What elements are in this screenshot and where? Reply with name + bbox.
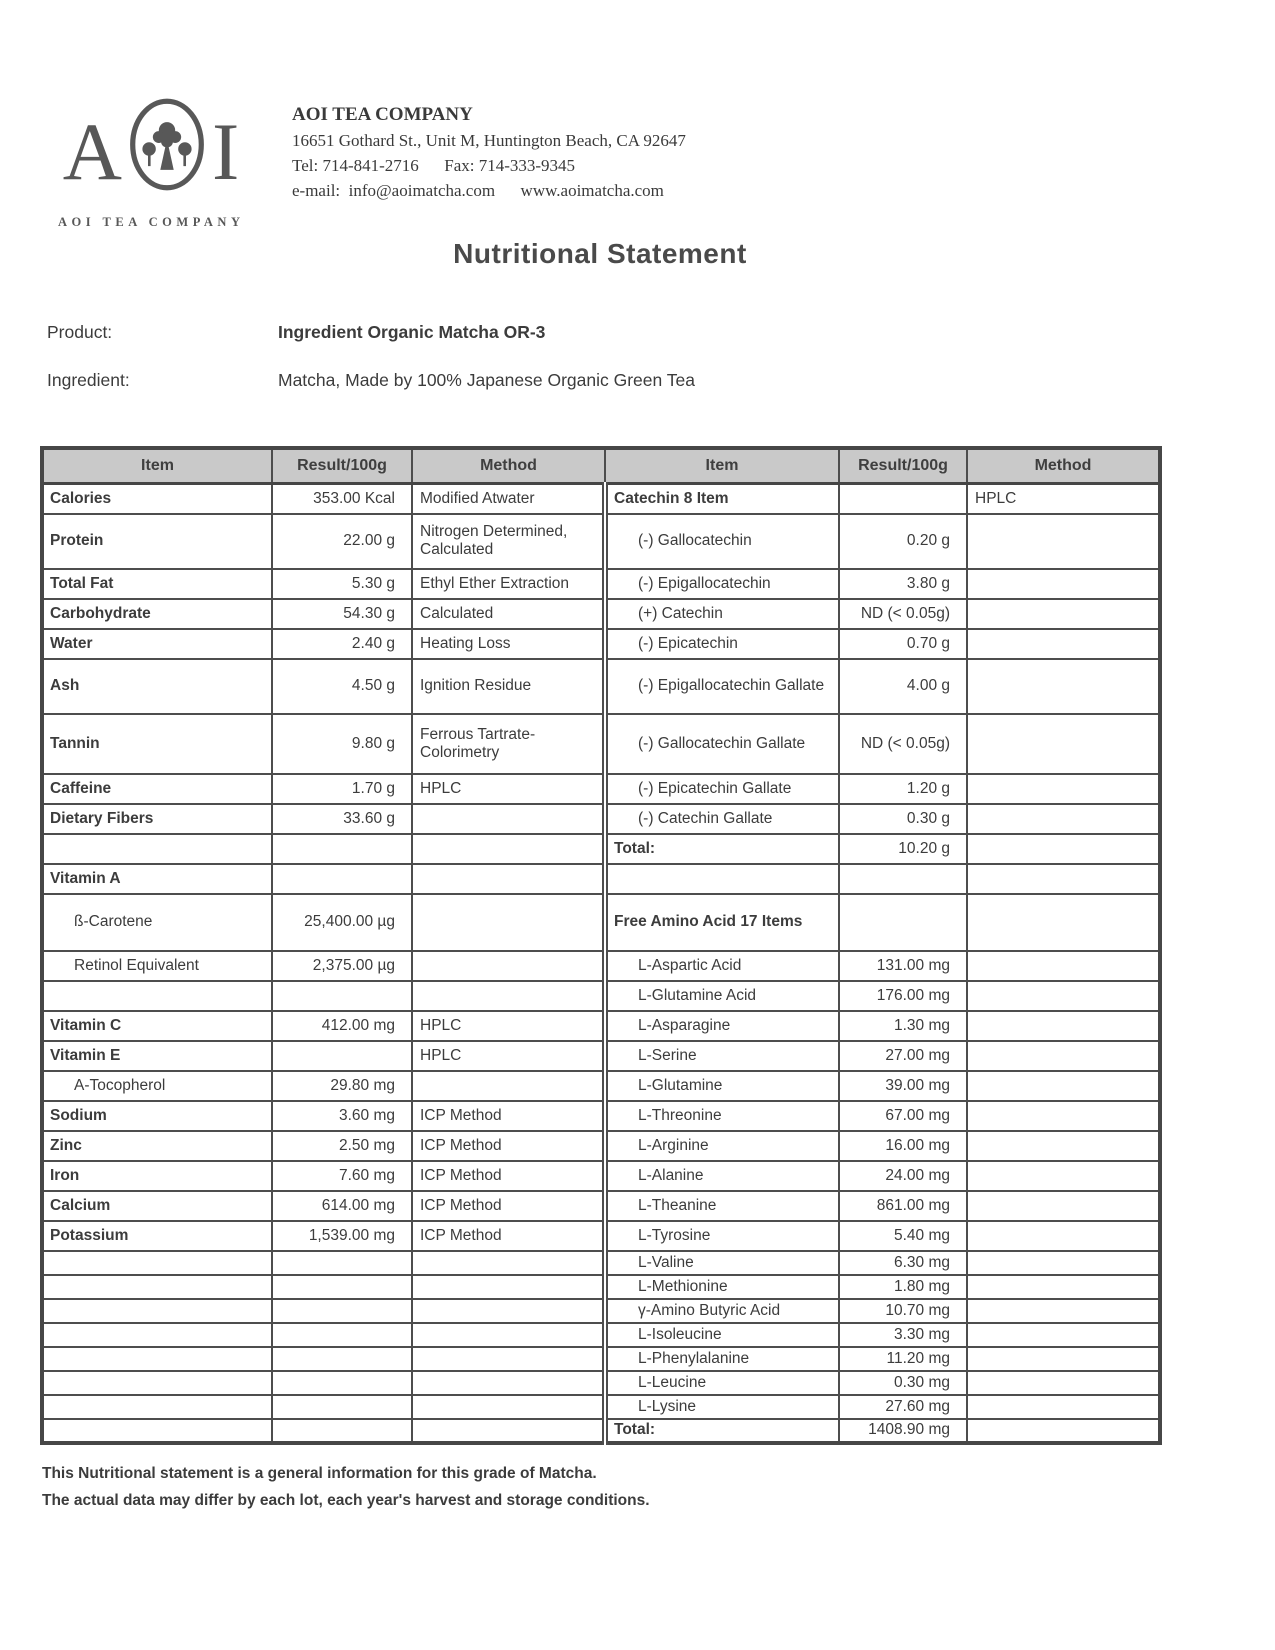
table-row bbox=[42, 1041, 1160, 1071]
left-result-cell: 3.60 mg bbox=[272, 1101, 412, 1131]
right-item-cell: (-) Gallocatechin Gallate bbox=[605, 714, 839, 774]
left-item-cell: Dietary Fibers bbox=[42, 804, 272, 834]
left-method-cell: Ferrous Tartrate-Colorimetry bbox=[412, 714, 605, 774]
right-method-cell bbox=[967, 1323, 1160, 1347]
left-item-cell bbox=[42, 1299, 272, 1323]
product-value: Ingredient Organic Matcha OR-3 bbox=[278, 322, 546, 342]
right-method-cell bbox=[967, 834, 1160, 864]
table-row bbox=[42, 1191, 1160, 1221]
left-result-cell: 22.00 g bbox=[272, 514, 412, 569]
table-row bbox=[42, 484, 1160, 514]
col-header-item-left: Item bbox=[42, 448, 272, 484]
left-method-cell: HPLC bbox=[412, 1011, 605, 1041]
left-item-cell bbox=[42, 1251, 272, 1275]
table-row bbox=[42, 1371, 1160, 1395]
table-row bbox=[42, 1347, 1160, 1371]
right-result-cell: 6.30 mg bbox=[839, 1251, 967, 1275]
right-method-cell bbox=[967, 1131, 1160, 1161]
right-item-cell: L-Isoleucine bbox=[605, 1323, 839, 1347]
ingredient-label: Ingredient: bbox=[47, 370, 130, 390]
table-row bbox=[42, 1251, 1160, 1275]
left-method-cell: Calculated bbox=[412, 599, 605, 629]
right-item-cell: L-Serine bbox=[605, 1041, 839, 1071]
right-method-cell bbox=[967, 981, 1160, 1011]
right-item-cell: γ-Amino Butyric Acid bbox=[605, 1299, 839, 1323]
left-result-cell: 4.50 g bbox=[272, 659, 412, 714]
right-method-cell bbox=[967, 1395, 1160, 1419]
table-row bbox=[42, 1275, 1160, 1299]
right-result-cell: ND (< 0.05g) bbox=[839, 599, 967, 629]
product-field bbox=[47, 322, 545, 343]
right-result-cell: 1.80 mg bbox=[839, 1275, 967, 1299]
right-item-cell: (-) Epigallocatechin bbox=[605, 569, 839, 599]
table-row bbox=[42, 514, 1160, 569]
company-name: AOI TEA COMPANY bbox=[292, 104, 473, 125]
table-row bbox=[42, 1011, 1160, 1041]
left-method-cell: Ethyl Ether Extraction bbox=[412, 569, 605, 599]
page-title: Nutritional Statement bbox=[453, 238, 747, 269]
left-result-cell bbox=[272, 1299, 412, 1323]
left-item-cell: Sodium bbox=[42, 1101, 272, 1131]
left-item-cell bbox=[42, 1419, 272, 1443]
left-result-cell bbox=[272, 1323, 412, 1347]
right-item-cell: L-Methionine bbox=[605, 1275, 839, 1299]
right-method-cell bbox=[967, 1371, 1160, 1395]
right-item-cell: Total: bbox=[605, 834, 839, 864]
right-item-cell: L-Glutamine bbox=[605, 1071, 839, 1101]
table-row bbox=[42, 1419, 1160, 1443]
company-phone-fax: Tel: 714-841-2716 Fax: 714-333-9345 bbox=[292, 156, 576, 175]
left-method-cell: HPLC bbox=[412, 774, 605, 804]
right-method-cell bbox=[967, 1251, 1160, 1275]
left-method-cell bbox=[412, 1251, 605, 1275]
right-result-cell: 176.00 mg bbox=[839, 981, 967, 1011]
table-row bbox=[42, 714, 1160, 774]
table-row bbox=[42, 774, 1160, 804]
left-result-cell: 1.70 g bbox=[272, 774, 412, 804]
left-item-cell: Tannin bbox=[42, 714, 272, 774]
table-row bbox=[42, 981, 1160, 1011]
right-result-cell bbox=[839, 894, 967, 951]
right-item-cell: (-) Epicatechin Gallate bbox=[605, 774, 839, 804]
left-item-cell: Potassium bbox=[42, 1221, 272, 1251]
left-method-cell bbox=[412, 804, 605, 834]
right-item-cell: (-) Epicatechin bbox=[605, 629, 839, 659]
right-method-cell bbox=[967, 864, 1160, 894]
right-item-cell: L-Aspartic Acid bbox=[605, 951, 839, 981]
right-method-cell bbox=[967, 599, 1160, 629]
right-result-cell: 0.30 mg bbox=[839, 1371, 967, 1395]
right-item-cell: Free Amino Acid 17 Items bbox=[605, 894, 839, 951]
col-header-result-right: Result/100g bbox=[839, 448, 967, 484]
right-item-cell: L-Theanine bbox=[605, 1191, 839, 1221]
left-method-cell: Modified Atwater bbox=[412, 484, 605, 514]
left-result-cell: 614.00 mg bbox=[272, 1191, 412, 1221]
left-method-cell: ICP Method bbox=[412, 1131, 605, 1161]
left-item-cell bbox=[42, 1371, 272, 1395]
table-row bbox=[42, 894, 1160, 951]
right-result-cell: 4.00 g bbox=[839, 659, 967, 714]
table-row bbox=[42, 569, 1160, 599]
table-row bbox=[42, 951, 1160, 981]
aoi-logo-letters bbox=[58, 96, 244, 207]
left-item-cell bbox=[42, 834, 272, 864]
left-item-cell: Protein bbox=[42, 514, 272, 569]
left-method-cell: HPLC bbox=[412, 1041, 605, 1071]
col-header-result-left: Result/100g bbox=[272, 448, 412, 484]
right-result-cell: 0.70 g bbox=[839, 629, 967, 659]
left-method-cell: Heating Loss bbox=[412, 629, 605, 659]
footnotes bbox=[42, 1460, 650, 1514]
left-result-cell: 412.00 mg bbox=[272, 1011, 412, 1041]
footnote-line-2: The actual data may differ by each lot, each year's harvest and storage conditions. bbox=[42, 1492, 650, 1509]
right-result-cell: 67.00 mg bbox=[839, 1101, 967, 1131]
left-result-cell bbox=[272, 1041, 412, 1071]
left-item-cell: A-Tocopherol bbox=[42, 1071, 272, 1101]
left-result-cell bbox=[272, 864, 412, 894]
left-method-cell: ICP Method bbox=[412, 1221, 605, 1251]
table-row bbox=[42, 834, 1160, 864]
right-item-cell: L-Phenylalanine bbox=[605, 1347, 839, 1371]
tree-in-circle-icon bbox=[126, 96, 208, 207]
right-method-cell bbox=[967, 1191, 1160, 1221]
right-method-cell bbox=[967, 1299, 1160, 1323]
right-result-cell: 27.00 mg bbox=[839, 1041, 967, 1071]
left-method-cell: Nitrogen Determined, Calculated bbox=[412, 514, 605, 569]
left-result-cell: 7.60 mg bbox=[272, 1161, 412, 1191]
table-row bbox=[42, 659, 1160, 714]
right-result-cell: 0.20 g bbox=[839, 514, 967, 569]
left-method-cell bbox=[412, 1371, 605, 1395]
left-item-cell: Vitamin A bbox=[42, 864, 272, 894]
left-item-cell: ß-Carotene bbox=[42, 894, 272, 951]
right-item-cell: L-Alanine bbox=[605, 1161, 839, 1191]
right-method-cell bbox=[967, 569, 1160, 599]
table-header bbox=[42, 448, 1160, 484]
right-item-cell: L-Tyrosine bbox=[605, 1221, 839, 1251]
right-method-cell bbox=[967, 774, 1160, 804]
right-item-cell: Total: bbox=[605, 1419, 839, 1443]
left-method-cell: Ignition Residue bbox=[412, 659, 605, 714]
right-method-cell bbox=[967, 714, 1160, 774]
right-result-cell: 11.20 mg bbox=[839, 1347, 967, 1371]
left-result-cell: 2,375.00 µg bbox=[272, 951, 412, 981]
right-result-cell: 3.80 g bbox=[839, 569, 967, 599]
left-item-cell: Total Fat bbox=[42, 569, 272, 599]
col-header-method-left: Method bbox=[412, 448, 605, 484]
right-result-cell: 1.20 g bbox=[839, 774, 967, 804]
right-result-cell: ND (< 0.05g) bbox=[839, 714, 967, 774]
right-result-cell bbox=[839, 864, 967, 894]
company-email-web: e-mail: info@aoimatcha.com www.aoimatcha.com bbox=[292, 181, 664, 200]
right-method-cell bbox=[967, 951, 1160, 981]
right-method-cell bbox=[967, 1347, 1160, 1371]
right-item-cell: L-Arginine bbox=[605, 1131, 839, 1161]
left-item-cell bbox=[42, 981, 272, 1011]
table-row bbox=[42, 1323, 1160, 1347]
left-method-cell bbox=[412, 951, 605, 981]
table-header-row bbox=[42, 448, 1160, 484]
left-method-cell bbox=[412, 1395, 605, 1419]
left-method-cell bbox=[412, 834, 605, 864]
left-result-cell: 2.40 g bbox=[272, 629, 412, 659]
right-item-cell: L-Asparagine bbox=[605, 1011, 839, 1041]
product-label: Product: bbox=[47, 322, 113, 342]
table-row bbox=[42, 804, 1160, 834]
left-item-cell bbox=[42, 1347, 272, 1371]
right-result-cell: 10.70 mg bbox=[839, 1299, 967, 1323]
table-row bbox=[42, 1071, 1160, 1101]
right-method-cell bbox=[967, 1011, 1160, 1041]
right-result-cell: 5.40 mg bbox=[839, 1221, 967, 1251]
right-result-cell: 3.30 mg bbox=[839, 1323, 967, 1347]
right-item-cell: L-Glutamine Acid bbox=[605, 981, 839, 1011]
right-result-cell: 27.60 mg bbox=[839, 1395, 967, 1419]
right-item-cell: L-Lysine bbox=[605, 1395, 839, 1419]
left-item-cell: Iron bbox=[42, 1161, 272, 1191]
left-item-cell: Zinc bbox=[42, 1131, 272, 1161]
right-result-cell: 10.20 g bbox=[839, 834, 967, 864]
table-row bbox=[42, 1299, 1160, 1323]
logo-letter-i: I bbox=[211, 105, 240, 197]
col-header-item-right: Item bbox=[605, 448, 839, 484]
left-result-cell bbox=[272, 1419, 412, 1443]
left-result-cell: 54.30 g bbox=[272, 599, 412, 629]
left-item-cell: Retinol Equivalent bbox=[42, 951, 272, 981]
right-method-cell bbox=[967, 1419, 1160, 1443]
col-header-method-right: Method bbox=[967, 448, 1160, 484]
left-item-cell: Vitamin C bbox=[42, 1011, 272, 1041]
right-item-cell: (-) Epigallocatechin Gallate bbox=[605, 659, 839, 714]
right-item-cell: L-Threonine bbox=[605, 1101, 839, 1131]
left-method-cell bbox=[412, 1323, 605, 1347]
left-result-cell bbox=[272, 981, 412, 1011]
left-item-cell bbox=[42, 1395, 272, 1419]
left-result-cell: 33.60 g bbox=[272, 804, 412, 834]
right-method-cell bbox=[967, 514, 1160, 569]
logo-caption: AOI TEA COMPANY bbox=[58, 215, 245, 229]
right-method-cell bbox=[967, 1101, 1160, 1131]
left-result-cell: 2.50 mg bbox=[272, 1131, 412, 1161]
left-item-cell bbox=[42, 1323, 272, 1347]
right-method-cell bbox=[967, 1041, 1160, 1071]
right-method-cell: HPLC bbox=[967, 484, 1160, 514]
left-method-cell: ICP Method bbox=[412, 1191, 605, 1221]
right-item-cell bbox=[605, 864, 839, 894]
left-item-cell: Carbohydrate bbox=[42, 599, 272, 629]
right-item-cell: L-Valine bbox=[605, 1251, 839, 1275]
left-result-cell bbox=[272, 1371, 412, 1395]
left-item-cell bbox=[42, 1275, 272, 1299]
left-method-cell bbox=[412, 864, 605, 894]
table-body bbox=[42, 484, 1160, 1443]
logo-letter-a: A bbox=[62, 105, 122, 197]
ingredient-value: Matcha, Made by 100% Japanese Organic Green Tea bbox=[278, 370, 696, 390]
footnote-line-1: This Nutritional statement is a general information for this grade of Matcha. bbox=[42, 1465, 597, 1482]
left-method-cell bbox=[412, 1347, 605, 1371]
left-item-cell: Calcium bbox=[42, 1191, 272, 1221]
left-result-cell bbox=[272, 1251, 412, 1275]
left-result-cell: 353.00 Kcal bbox=[272, 484, 412, 514]
right-item-cell: L-Leucine bbox=[605, 1371, 839, 1395]
left-result-cell: 9.80 g bbox=[272, 714, 412, 774]
left-result-cell bbox=[272, 1395, 412, 1419]
left-item-cell: Caffeine bbox=[42, 774, 272, 804]
right-method-cell bbox=[967, 804, 1160, 834]
table-row bbox=[42, 599, 1160, 629]
left-result-cell: 5.30 g bbox=[272, 569, 412, 599]
table-row bbox=[42, 1101, 1160, 1131]
left-method-cell bbox=[412, 1275, 605, 1299]
right-method-cell bbox=[967, 894, 1160, 951]
left-result-cell: 25,400.00 µg bbox=[272, 894, 412, 951]
nutrition-table bbox=[40, 446, 1162, 1445]
ingredient-field bbox=[47, 370, 695, 391]
right-result-cell: 0.30 g bbox=[839, 804, 967, 834]
right-method-cell bbox=[967, 1221, 1160, 1251]
right-result-cell: 24.00 mg bbox=[839, 1161, 967, 1191]
right-result-cell: 131.00 mg bbox=[839, 951, 967, 981]
right-method-cell bbox=[967, 659, 1160, 714]
company-address: 16651 Gothard St., Unit M, Huntington Beach, CA 92647 bbox=[292, 131, 686, 150]
left-method-cell bbox=[412, 894, 605, 951]
left-method-cell bbox=[412, 1299, 605, 1323]
left-item-cell: Water bbox=[42, 629, 272, 659]
table-row bbox=[42, 1161, 1160, 1191]
right-method-cell bbox=[967, 1161, 1160, 1191]
left-item-cell: Vitamin E bbox=[42, 1041, 272, 1071]
company-info bbox=[292, 102, 686, 203]
left-method-cell bbox=[412, 1419, 605, 1443]
left-method-cell: ICP Method bbox=[412, 1101, 605, 1131]
right-result-cell: 1408.90 mg bbox=[839, 1419, 967, 1443]
right-result-cell: 861.00 mg bbox=[839, 1191, 967, 1221]
right-method-cell bbox=[967, 629, 1160, 659]
left-result-cell bbox=[272, 1275, 412, 1299]
left-item-cell: Ash bbox=[42, 659, 272, 714]
right-result-cell: 39.00 mg bbox=[839, 1071, 967, 1101]
left-item-cell: Calories bbox=[42, 484, 272, 514]
left-method-cell: ICP Method bbox=[412, 1161, 605, 1191]
right-method-cell bbox=[967, 1071, 1160, 1101]
table-row bbox=[42, 864, 1160, 894]
left-method-cell bbox=[412, 1071, 605, 1101]
right-result-cell bbox=[839, 484, 967, 514]
left-result-cell: 29.80 mg bbox=[272, 1071, 412, 1101]
left-result-cell: 1,539.00 mg bbox=[272, 1221, 412, 1251]
right-item-cell: (-) Catechin Gallate bbox=[605, 804, 839, 834]
left-result-cell bbox=[272, 1347, 412, 1371]
aoi-logo bbox=[58, 96, 244, 230]
table-row bbox=[42, 629, 1160, 659]
right-result-cell: 1.30 mg bbox=[839, 1011, 967, 1041]
right-item-cell: (-) Gallocatechin bbox=[605, 514, 839, 569]
table-row bbox=[42, 1221, 1160, 1251]
left-method-cell bbox=[412, 981, 605, 1011]
right-result-cell: 16.00 mg bbox=[839, 1131, 967, 1161]
table-row bbox=[42, 1395, 1160, 1419]
right-method-cell bbox=[967, 1275, 1160, 1299]
left-result-cell bbox=[272, 834, 412, 864]
table-row bbox=[42, 1131, 1160, 1161]
right-item-cell: (+) Catechin bbox=[605, 599, 839, 629]
right-item-cell: Catechin 8 Item bbox=[605, 484, 839, 514]
